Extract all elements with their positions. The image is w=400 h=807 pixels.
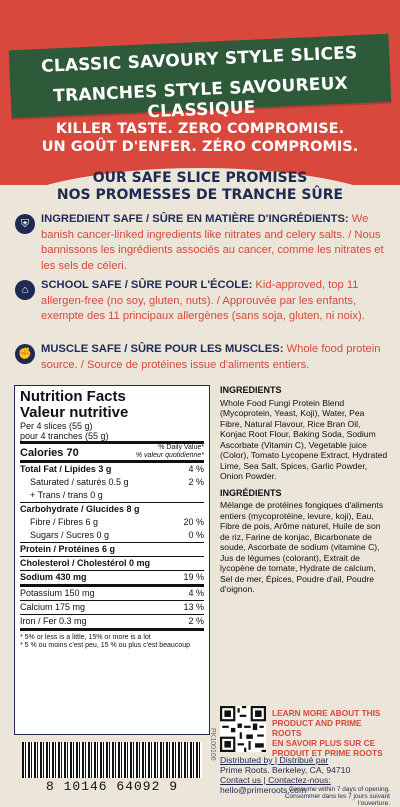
dv-header: % Daily Value*: [158, 444, 204, 451]
table-row: Sugars / Sucres 0 g 0 %: [30, 530, 204, 540]
ingredients-panel: [220, 385, 388, 705]
title-en: CLASSIC SAVOURY STYLE SLICES: [40, 43, 358, 77]
slogan-en: KILLER TASTE. ZERO COMPROMISE.: [55, 121, 345, 137]
promise-label: INGREDIENT SAFE / SÛRE EN MATIÈRE D'INGRÉDIENTS:: [41, 213, 349, 225]
distributor-block: [220, 755, 395, 795]
promise-text: Kid-approved, top 11 allergen-free (no soy, gluten, nuts). / Approuvée par les enfants, exempte des 11 principaux allergènes (sans soja, gluten, ni noix).: [41, 279, 365, 322]
nutrition-facts-table: [14, 385, 210, 735]
school-icon: [15, 280, 35, 300]
slogan-fr: UN GOÛT D'ENFER. ZÉRO COMPROMIS.: [41, 139, 359, 155]
nutrition-title-fr: Valeur nutritive: [20, 404, 129, 421]
promise-text: Whole food protein source. / Source de protéines issue d'aliments entiers.: [41, 343, 381, 371]
consume-en: Consume within 7 days of opening.: [288, 786, 390, 793]
table-row: Cholesterol / Cholestérol 0 mg: [20, 558, 151, 568]
barcode: [14, 742, 210, 794]
footnote-en: * 5% or less is a little, 15% or more is a lot: [20, 634, 151, 641]
learn-more-en: LEARN MORE ABOUT THIS PRODUCT AND PRIME ROOTS: [272, 708, 381, 738]
learn-more-fr: EN SAVOIR PLUS SUR CE PRODUIT ET PRIME ROOTS: [272, 738, 383, 758]
serving-fr: pour 4 tranches (55 g): [20, 431, 109, 441]
table-row: + Trans / trans 0 g: [30, 490, 103, 500]
serving-en: Per 4 slices (55 g): [20, 421, 93, 431]
nutrition-title-en: Nutrition Facts: [20, 388, 126, 405]
promise-label: SCHOOL SAFE / SÛRE POUR L'ÉCOLE:: [41, 279, 253, 291]
distributor-line1: Distributed by | Distribué par: [220, 755, 329, 765]
table-row: Sodium 430 mg 19 %: [20, 572, 204, 582]
shield-icon: [15, 214, 35, 234]
promise-text: We banish cancer-linked ingredients like nitrates and celery salts. / Nous bannissons les ingrédients associés au cancer, comme les nitrates et les sels de céleri.: [41, 213, 384, 272]
promise-label: MUSCLE SAFE / SÛRE POUR LES MUSCLES:: [41, 343, 284, 355]
promises-heading-fr: NOS PROMESSES DE TRANCHE SÛRE: [56, 187, 344, 203]
table-row: Protein / Protéines 6 g: [20, 544, 116, 554]
consume-fr: Consommer dans les 7 jours suivant l'ouverture.: [284, 793, 390, 807]
distributor-line3: Contact us | Contactez-nous:: [220, 775, 331, 785]
ingredients-heading-en: INGREDIENTS: [220, 385, 282, 395]
table-row: Total Fat / Lipides 3 g 4 %: [20, 464, 204, 474]
title-fr: TRANCHES STYLE SAVOUREUX CLASSIQUE: [52, 73, 349, 123]
table-row: Carbohydrate / Glucides 8 g: [20, 504, 140, 514]
ingredients-text-en: Whole Food Fungi Protein Blend (Mycoprotein, Yeast, Koji), Water, Pea Fibre, Natural Flavour, Rice Bran Oil, Konjac Root Flour, Baking Soda, Sodium Ascorbate (Vitamin C), Vegetable juice (Color), Tomato Lycopene Extract, Hydrated Lime, Sea Salt, Spices, Garlic Powder, Onion Powder.: [220, 397, 388, 481]
barcode-number: 8 10146 64092 9: [45, 779, 179, 794]
dv-header-fr: % valeur quotidienne*: [135, 452, 204, 459]
muscle-icon: [15, 344, 35, 364]
table-row: Iron / Fer 0.3 mg 2 %: [20, 616, 204, 626]
table-row: Fibre / Fibres 6 g 20 %: [30, 517, 204, 527]
learn-more-link[interactable]: [272, 708, 392, 758]
table-row: Calcium 175 mg 13 %: [20, 602, 204, 612]
ingredients-text-fr: Mélange de protéines fongiques d'aliments entiers (mycoprotéine, levure, koji), Eau, Fibre de pois, Arôme naturel, Huile de son de riz, Farine de konjac, Bicarbonate de soude, Ascorbate de sodium (vitamine C), Jus de légumes (colorant), Extrait de lycopène de tomate, Hydrate de calcium, Sel de mer, Épices, Poudre d'ail, Poudre d'oignon.: [220, 500, 384, 594]
calories: Calories 70: [20, 447, 79, 459]
footnote-fr: * 5 % ou moins c'est peu, 15 % ou plus c'est beaucoup: [20, 642, 190, 649]
slogan: [10, 120, 390, 156]
ingredients-heading-fr: INGRÉDIENTS: [220, 487, 282, 498]
product-code: PK100106: [209, 728, 216, 761]
promises-heading-en: OUR SAFE SLICE PROMISES: [92, 170, 308, 186]
promises-heading: [0, 170, 400, 204]
distributor-line2: Prime Roots. Berkeley, CA, 94710: [220, 765, 351, 775]
barcode-bars: [22, 742, 202, 778]
table-row: Potassium 150 mg 4 %: [20, 588, 204, 598]
table-row: Saturated / saturés 0.5 g 2 %: [30, 477, 204, 487]
distributor-line4[interactable]: hello@primeroots.com: [220, 785, 307, 795]
qr-code-icon[interactable]: [220, 706, 266, 752]
